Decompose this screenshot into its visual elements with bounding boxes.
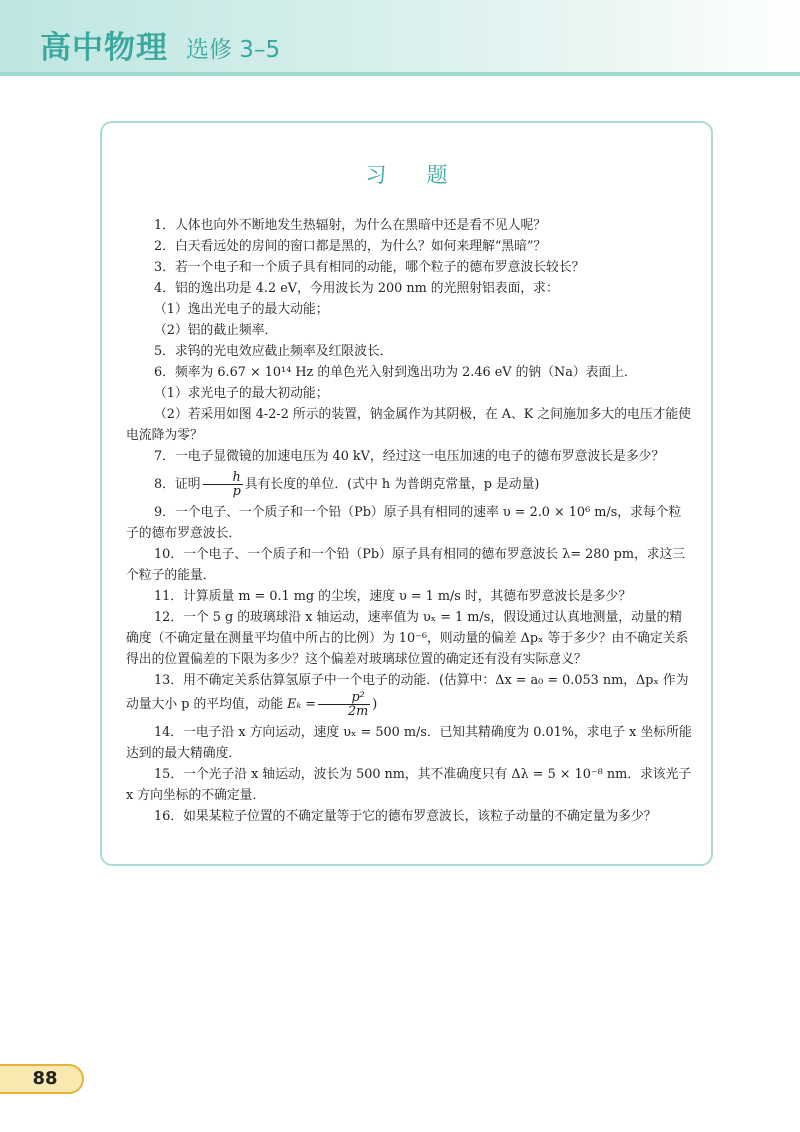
question-1: 1．人体也向外不断地发生热辐射，为什么在黑暗中还是看不见人呢？ xyxy=(154,218,547,233)
question-2: 2．白天看远处的房间的窗口都是黑的，为什么？如何来理解“黑暗”？ xyxy=(154,239,547,254)
question-12: 12．一个 5 g 的玻璃球沿 x 轴运动，速率值为 υₓ = 1 m/s，假设通过认真地测量，动量的精确度（不确定量在测量平均值中所占的比例）为 10⁻⁶，则动量的偏差 Δpₓ 等于多少？由不确定关系得出的位置偏差的下限为多少？这个偏差对玻璃球位置的确定还有没有实际意义？ xyxy=(126,610,689,667)
kinetic-energy-symbol: Eₖ = xyxy=(287,697,316,712)
fraction-h-over-p xyxy=(203,471,243,498)
page-number: 88 xyxy=(32,1068,58,1089)
question-7: 7．一电子显微镜的加速电压为 40 kV，经过这一电压加速的电子的德布罗意波长是多少？ xyxy=(154,449,665,464)
question-4-part-2: （2）铝的截止频率． xyxy=(154,323,278,338)
question-5: 5．求钨的光电效应截止频率及红限波长． xyxy=(154,344,393,359)
header-divider xyxy=(0,72,800,76)
question-3: 3．若一个电子和一个质子具有相同的动能，哪个粒子的德布罗意波长较长？ xyxy=(154,260,585,275)
question-6-part-1: （1）求光电子的最大初动能； xyxy=(154,386,329,401)
fraction-p2-over-2m xyxy=(318,691,370,718)
question-13-text: 13．用不确定关系估算氢原子中一个电子的动能．(估算中：Δx = a₀ = 0.053 nm，Δpₓ 作为动量大小 p 的平均值，动能 xyxy=(126,673,689,712)
question-14: 14．一电子沿 x 方向运动，速度 υₓ = 500 m/s．已知其精确度为 0.01%，求电子 x 坐标所能达到的最大精确度． xyxy=(126,725,692,761)
fraction-denominator: p xyxy=(232,484,241,499)
question-10: 10．一个电子、一个质子和一个铅（Pb）原子具有相同的德布罗意波长 λ= 280 pm，求这三个粒子的能量． xyxy=(126,547,686,583)
question-11: 11．计算质量 m = 0.1 mg 的尘埃，速度 υ = 1 m/s 时，其德布罗意波长是多少？ xyxy=(154,589,632,604)
exercise-content xyxy=(126,215,692,827)
fraction-numerator: p² xyxy=(318,691,370,705)
question-9: 9．一个电子、一个质子和一个铅（Pb）原子具有相同的速率 υ = 2.0 × 10⁶ m/s，求每个粒子的德布罗意波长． xyxy=(126,505,682,541)
question-8-suffix: 具有长度的单位．(式中 h 为普朗克常量，p 是动量) xyxy=(244,477,540,492)
question-6-part-2: （2）若采用如图 4-2-2 所示的装置，钠金属作为其阴极，在 A、K 之间施加多大的电压才能使电流降为零？ xyxy=(126,407,691,443)
question-4: 4．铝的逸出功是 4.2 eV，今用波长为 200 nm 的光照射铝表面，求： xyxy=(154,281,559,296)
fraction-denominator: 2m xyxy=(347,704,369,719)
question-13 xyxy=(126,670,692,718)
book-subtitle: 选修 3–5 xyxy=(186,37,281,63)
question-8 xyxy=(126,471,692,498)
fraction-numerator: h xyxy=(203,471,243,485)
question-8-prefix: 8．证明 xyxy=(154,477,201,492)
question-13-close: ) xyxy=(372,697,378,712)
exercise-box xyxy=(100,121,713,866)
question-15: 15．一个光子沿 x 轴运动，波长为 500 nm，其不准确度只有 Δλ = 5 × 10⁻⁸ nm．求该光子 x 方向坐标的不确定量． xyxy=(126,767,692,803)
question-4-part-1: （1）逸出光电子的最大动能； xyxy=(154,302,329,317)
exercise-title: 习题 xyxy=(365,163,488,187)
book-title: 高中物理 xyxy=(40,30,168,66)
question-16: 16．如果某粒子位置的不确定量等于它的德布罗意波长，该粒子动量的不确定量为多少？ xyxy=(154,809,657,824)
question-6: 6．频率为 6.67 × 10¹⁴ Hz 的单色光入射到逸出功为 2.46 eV 的钠（Na）表面上． xyxy=(154,365,637,380)
